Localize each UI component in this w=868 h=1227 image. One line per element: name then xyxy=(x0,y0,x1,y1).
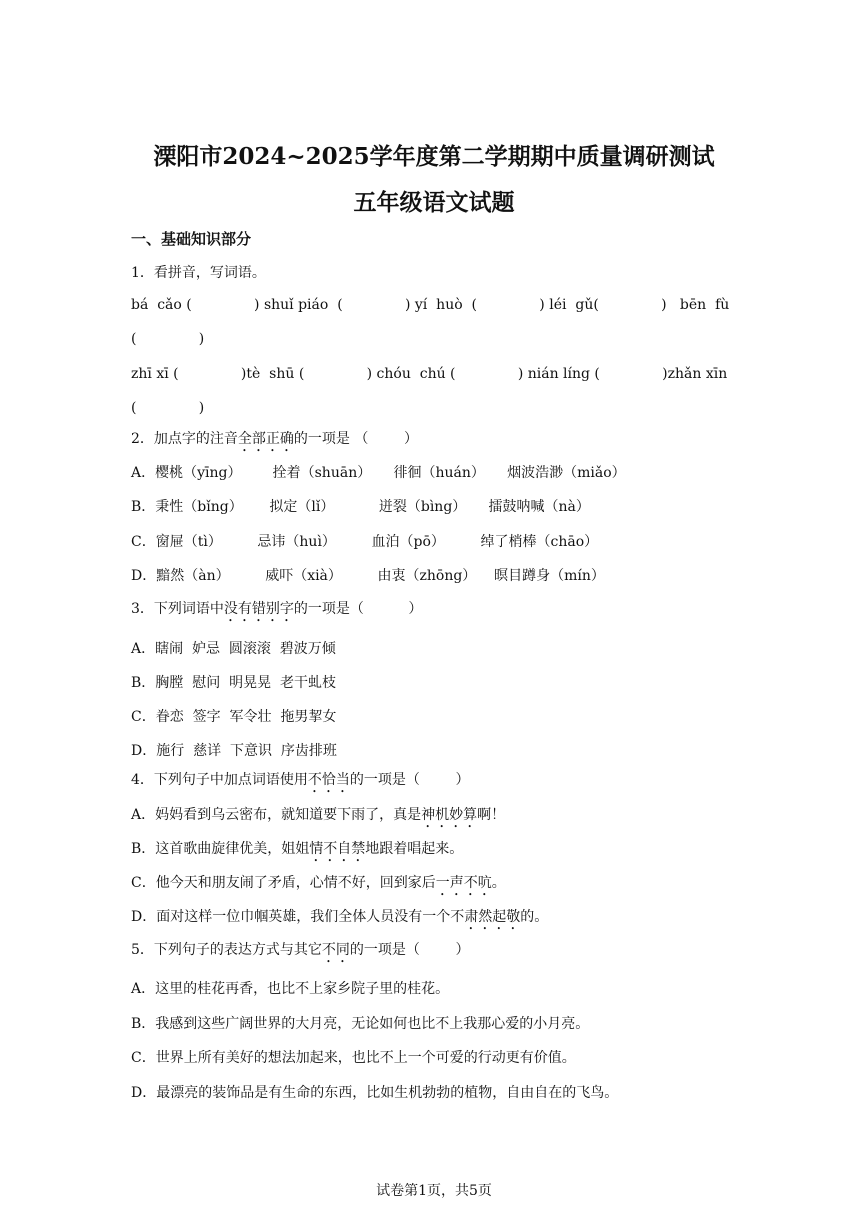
q5-option-c: C．世界上所有美好的想法加起来，也比不上一个可爱的行动更有价值。 xyxy=(131,1050,576,1066)
exam-title: 溧阳市2024~2025学年度第二学期期中质量调研测试 xyxy=(153,143,715,170)
q4-option-a xyxy=(131,804,505,831)
q4-c-text: C．他今天和朋友闹了矛盾，心情不好，回到家后 xyxy=(131,875,436,891)
q4-stem xyxy=(131,769,470,796)
q4-d-text-end: 的。 xyxy=(520,909,549,925)
q2-stem-text: 2．加点字的注音 xyxy=(131,431,238,447)
q1-stem: 1．看拼音，写词语。 xyxy=(131,265,266,281)
section-heading: 一、基础知识部分 xyxy=(131,230,252,248)
q3-stem-text: 3．下列词语中 xyxy=(131,601,224,617)
q2-stem-emphasis: 全部正确 xyxy=(237,431,294,447)
q1-pinyin-row2-tail: ( ) xyxy=(131,400,205,416)
q4-b-text-end: 地跟着唱起来。 xyxy=(365,841,464,857)
q5-stem xyxy=(131,939,470,966)
q4-a-emphasis: 神机妙算 xyxy=(421,807,478,823)
q3-stem xyxy=(131,598,422,625)
q4-c-text-end: 。 xyxy=(491,875,506,891)
q3-option-c: C．眷恋 签字 军令壮 拖男挈女 xyxy=(131,709,337,725)
q1-pinyin-row2: zhī xī ( )tè shū ( ) chóu chú ( ) nián líng ( )zhǎn xīn xyxy=(131,366,728,382)
q3-option-d: D．施行 慈详 下意识 序齿排班 xyxy=(131,743,337,759)
page-footer: 试卷第1页，共5页 xyxy=(376,1183,492,1199)
q1-pinyin-row1: bá cǎo ( ) shuǐ piáo ( ) yí huò ( ) léi gǔ( ) bēn fù xyxy=(131,297,730,313)
q4-option-c xyxy=(131,872,506,899)
q3-option-a: A．瞎闹 妒忌 圆滚滚 碧波万倾 xyxy=(131,641,336,657)
q5-stem-text-end: 的一项是（ ） xyxy=(349,942,470,958)
q3-stem-text-end: 的一项是（ ） xyxy=(293,601,423,617)
q4-b-emphasis: 情不自禁 xyxy=(309,841,366,857)
q2-stem-text-end: 的一项是 （ ） xyxy=(293,431,418,447)
q5-option-b: B．我感到这些广阔世界的大月亮，无论如何也比不上我那心爱的小月亮。 xyxy=(131,1016,590,1032)
q5-option-d: D．最漂亮的装饰品是有生命的东西，比如生机勃勃的植物，自由自在的飞鸟。 xyxy=(131,1085,619,1101)
q4-stem-text-end: 的一项是（ ） xyxy=(349,772,470,788)
q4-stem-text: 4．下列句子中加点词语使用 xyxy=(131,772,308,788)
q5-stem-text: 5．下列句子的表达方式与其它 xyxy=(131,942,322,958)
q5-option-a: A．这里的桂花再香，也比不上家乡院子里的桂花。 xyxy=(131,981,450,997)
q2-stem xyxy=(131,428,418,455)
q3-stem-emphasis: 没有错别字 xyxy=(223,601,294,617)
q4-a-text-end: 啊！ xyxy=(477,807,506,823)
q2-option-b: B．秉性（bǐng） 拟定（lǐ） 迸裂（bìng） 擂鼓呐喊（nà） xyxy=(131,499,590,515)
exam-subtitle: 五年级语文试题 xyxy=(353,189,515,216)
q5-stem-emphasis: 不同 xyxy=(321,942,350,958)
q4-c-emphasis: 一声不吭 xyxy=(435,875,492,891)
q1-pinyin-row1-tail: ( ) xyxy=(131,331,205,347)
q2-option-a: A．樱桃（yīng） 拴着（shuān） 徘徊（huán） 烟波浩渺（miǎo） xyxy=(131,465,626,481)
q2-option-d: D．黯然（àn） 威吓（xià） 由衷（zhōng） 暝目蹲身（mín） xyxy=(131,568,605,584)
q4-a-text: A．妈妈看到乌云密布，就知道要下雨了，真是 xyxy=(131,807,422,823)
q2-option-c: C．窗屉（tì） 忌讳（huì） 血泊（pō） 绰了梢棒（chāo） xyxy=(131,534,599,550)
q4-option-d xyxy=(131,906,548,933)
q4-stem-emphasis: 不恰当 xyxy=(307,772,350,788)
q4-b-text: B．这首歌曲旋律优美，姐姐 xyxy=(131,841,310,857)
q3-option-b: B．胸膛 慰问 明晃晃 老干虬枝 xyxy=(131,675,336,691)
q4-d-emphasis: 肃然起敬 xyxy=(464,909,521,925)
q4-d-text: D．面对这样一位巾帼英雄，我们全体人员没有一个不 xyxy=(131,909,465,925)
q4-option-b xyxy=(131,838,463,865)
